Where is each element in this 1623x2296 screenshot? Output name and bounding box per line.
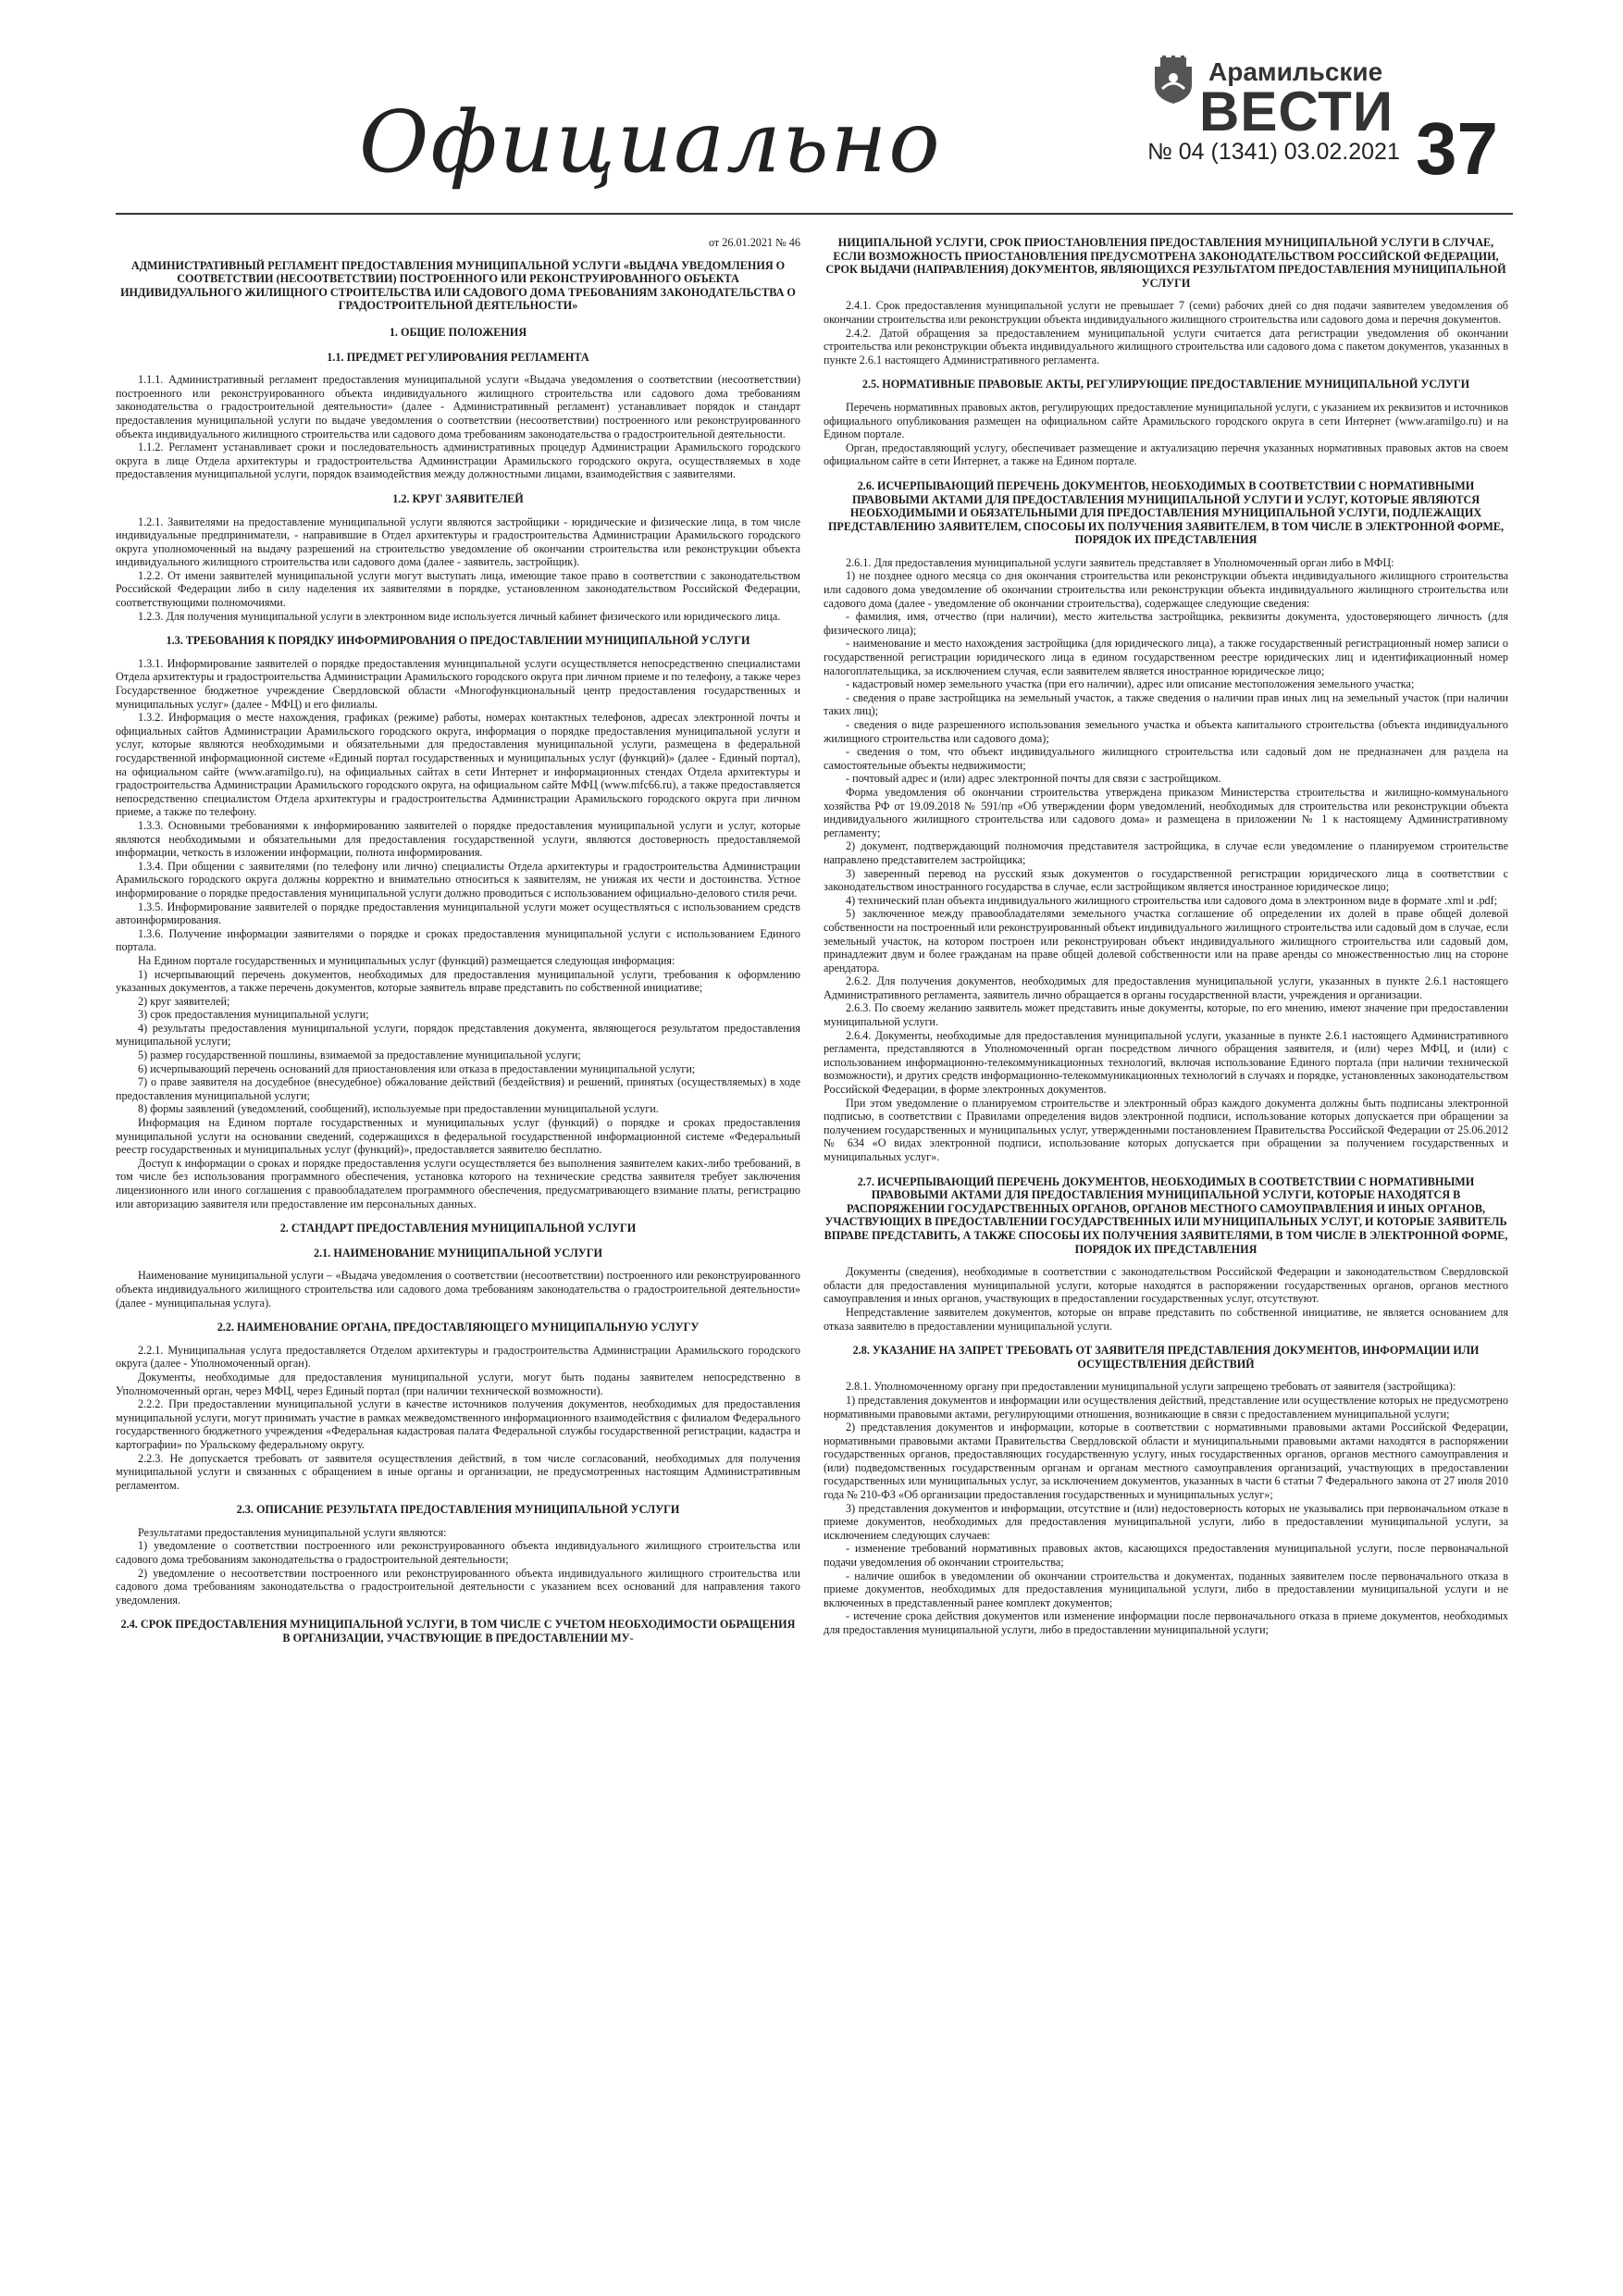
logo-title-small: Арамильские <box>1208 57 1383 86</box>
heading-2-7: 2.7. ИСЧЕРПЫВАЮЩИЙ ПЕРЕЧЕНЬ ДОКУМЕНТОВ, НЕОБХОДИМЫХ В СООТВЕТСТВИИ С НОРМАТИВНЫМИ ПРАВОВЫМИ АКТАМИ ДЛЯ ПРЕДОСТАВЛЕНИЯ МУНИЦИПАЛЬНОЙ УСЛУГИ, КОТОРЫЕ НАХОДЯТСЯ В РАСПОРЯЖЕНИИ ГОСУДАРСТВЕННЫХ ОРГАНОВ, ОРГАНОВ МЕСТНОГО САМОУПРАВЛЕНИЯ И ИНЫХ ОРГАНОВ, УЧАСТВУЮЩИХ В ПРЕДОСТАВЛЕНИИ ГОСУДАРСТВЕННЫХ ИЛИ МУНИЦИПАЛЬНЫХ УСЛУГ, И КОТОРЫЕ ЗАЯВИТЕЛЬ ВПРАВЕ ПРЕДСТАВИТЬ, А ТАКЖЕ СПОСОБЫ ИХ ПОЛУЧЕНИЯ ЗАЯВИТЕЛЯМИ, В ТОМ ЧИСЛЕ В ЭЛЕКТРОННОЙ ФОРМЕ, ПОРЯДОК ИХ ПРЕДСТАВЛЕНИЯ <box>824 1174 1508 1256</box>
paragraph: 2.8.1. Уполномоченному органу при предоставлении муниципальной услуги запрещено требовать от заявителя (застройщика): <box>846 1380 1456 1394</box>
paragraph: 1.3.2. Информация о месте нахождения, графиках (режиме) работы, номерах контактных телефонов, адресах электронной почты и официальных сайтов Администрации Арамильского городского округа, информация о порядке предоставления муниципальной услуги и услуг, которые являются необходимыми и обязательными для предоставления муниципальной услуги, размещена в федеральной государственной информационной системе «Единый портал государственных и муниципальных услуг (функций)» (далее - Единый портал), на официальном сайте (www.aramilgo.ru), на официальных сайтах в сети Интернет и информационных стендах Отдела архитектуры и градостроительства Администрации Арамильского городского округа, на официальном сайте МФЦ (www.mfc66.ru), а также предоставляется непосредственно специалистом Отдела архитектуры и градостроительства Администрации Арамильского городского округа при личном приеме, а также по телефону. <box>116 711 800 819</box>
list-item: - наличие ошибок в уведомлении об окончании строительства и документах, поданных заявителем после первоначального отказа в приеме документов, необходимых для предоставления муниципальной услуги, либо в предоставлении муниципальной услуги и не включенных в представленный ранее комплект документов; <box>824 1569 1508 1609</box>
paragraph: Орган, предоставляющий услугу, обеспечивает размещение и актуализацию перечня указанных нормативных правовых актов на своем официальном сайте в сети Интернет, а также на Едином портале. <box>824 441 1508 468</box>
list-item: 4) результаты предоставления муниципальной услуги, порядок представления документа, являющегося результатом предоставления муниципальной услуги; <box>116 1021 800 1049</box>
list-item: 2) документ, подтверждающий полномочия представителя застройщика, в случае если уведомление о планируемом строительстве направлено представителем застройщика; <box>824 839 1508 866</box>
heading-2-4: 2.4. СРОК ПРЕДОСТАВЛЕНИЯ МУНИЦИПАЛЬНОЙ УСЛУГИ, В ТОМ ЧИСЛЕ С УЧЕТОМ НЕОБХОДИМОСТИ ОБРАЩЕНИЯ В ОРГАНИЗАЦИИ, УЧАСТВУЮЩИЕ В ПРЕДОСТАВЛЕНИИ МУ- <box>120 1618 796 1645</box>
list-item: 3) представления документов и информации, отсутствие и (или) недостоверность которых не указывались при первоначальном отказе в приеме документов, необходимых для предоставления муниципальной услуги, либо в предоставлении муниципальной услуги, за исключением следующих случаев: <box>824 1501 1508 1542</box>
list-item: - изменение требований нормативных правовых актов, касающихся предоставления муниципальной услуги, после первоначальной подачи уведомления об окончании строительства; <box>824 1542 1508 1570</box>
paragraph: 2.6.4. Документы, необходимые для предоставления муниципальной услуги, указанные в пункте 2.6.1 настоящего Административного регламента, представляются в Уполномоченный орган посредством личного обращения заявителя, и (или) через МФЦ, и (или) с использованием информационно-телекоммуникационных технологий, включая использование Единого портала (при наличии технической возможности), и других средств информационно-телекоммуникационных технологий в случаях и порядке, установленных законодательством Российской Федерации, в форме электронных документов. <box>824 1028 1508 1097</box>
paragraph: 2.2.2. При предоставлении муниципальной услуги в качестве источников получения документов, необходимых для предоставления муниципальной услуги, могут принимать участие в рамках межведомственного информационного взаимодействия с филиалом Федерального государственного бюджетного учреждения «Федеральная кадастровая палата Федеральной службы государственной регистрации, кадастра и картографии» по Уральскому федеральному округу. <box>116 1397 800 1451</box>
list-item: 3) заверенный перевод на русский язык документов о государственной регистрации юридического лица в соответствии с законодательством иностранного государства в случае, если застройщиком является иностранное юридическое лицо; <box>824 866 1508 894</box>
header-rule <box>116 213 1513 215</box>
paragraph: Результатами предоставления муниципальной услуги являются: <box>138 1525 447 1539</box>
list-item: 2) уведомление о несоответствии построенного или реконструированного объекта индивидуального жилищного строительства или садового дома требованиям законодательства о градостроительной деятельности с указанием всех оснований для направления такого уведомления. <box>116 1566 800 1607</box>
paragraph: 2.6.3. По своему желанию заявитель может представить иные документы, которые, по его мнению, имеют значение при предоставлении муниципальной услуги. <box>824 1001 1508 1029</box>
list-item: - сведения о том, что объект индивидуального жилищного строительства или садовый дом не предназначен для раздела на самостоятельные объекты недвижимости; <box>824 745 1508 772</box>
list-item: 6) исчерпывающий перечень оснований для приостановления или отказа в предоставлении муниципальной услуги; <box>138 1061 696 1075</box>
paragraph: При этом уведомление о планируемом строительстве и электронный образ каждого документа должны быть подписаны электронной подписью, в соответствии с Правилами определения видов электронной подписи, использование которых допускается при обращении за получением государственных и муниципальных услуг, утвержденными постановлением Правительства Российской Федерации от 25.06.2012 № 634 «О видах электронной подписи, использование которых допускается при обращении за получением государственных и муниципальных услуг». <box>824 1096 1508 1163</box>
paragraph: 1.2.1. Заявителями на предоставление муниципальной услуги являются застройщики - юридические и физические лица, в том числе индивидуальные предприниматели, - направившие в Отдел архитектуры и градостроительства Администрации Арамильского городского округа уполномоченный на выдачу разрешений на строительство уведомление об окончании строительства или реконструкции объекта индивидуального жилищного строительства или садового дома (далее - заявитель, застройщик). <box>116 515 800 569</box>
decree-date: от 26.01.2021 № 46 <box>708 236 800 249</box>
paragraph: На Едином портале государственных и муниципальных услуг (функций) размещается следующая информация: <box>138 953 675 967</box>
paragraph: Наименование муниципальной услуги – «Выдача уведомления о соответствии (несоответствии) построенного или реконструированного объекта индивидуального жилищного строительства или садового дома требованиям законодательства о градостроительной деятельности» (далее - муниципальная услуга). <box>116 1269 800 1309</box>
heading-1: 1. ОБЩИЕ ПОЛОЖЕНИЯ <box>389 325 527 339</box>
document-title: АДМИНИСТРАТИВНЫЙ РЕГЛАМЕНТ ПРЕДОСТАВЛЕНИЯ МУНИЦИПАЛЬНОЙ УСЛУГИ «ВЫДАЧА УВЕДОМЛЕНИЯ О СООТВЕТСТВИИ (НЕСООТВЕТСТВИИ) ПОСТРОЕННОГО ИЛИ РЕКОНСТРУИРОВАННОГО ОБЪЕКТА ИНДИВИДУАЛЬНОГО ЖИЛИЩНОГО СТРОИТЕЛЬСТВА ИЛИ САДОВОГО ДОМА ТРЕБОВАНИЯМ ЗАКОНОДАТЕЛЬСТВА О ГРАДОСТРОИТЕЛЬНОЙ ДЕЯТЕЛЬНОСТИ» <box>120 258 796 313</box>
heading-1-2: 1.2. КРУГ ЗАЯВИТЕЛЕЙ <box>392 491 524 505</box>
page-number: 37 <box>1416 107 1498 190</box>
list-item: - наименование и место нахождения застройщика (для юридического лица), а также государственный регистрационный номер записи о государственной регистрации юридического лица в едином государственном реестре юридических лиц и идентификационный номер налогоплательщика, за исключением случая, если заявителем является иностранное юридическое лицо; <box>824 637 1508 677</box>
list-item: 2) круг заявителей; <box>138 994 230 1008</box>
paragraph: 2.6.2. Для получения документов, необходимых для предоставления муниципальной услуги, указанных в пункте 2.6.1 настоящего Административного регламента, заявитель лично обращается в органы государственной власти, учреждения и организации. <box>824 974 1508 1001</box>
paragraph: Доступ к информации о сроках и порядке предоставления услуги осуществляется без выполнения заявителем каких-либо требований, в том числе без использования программного обеспечения, установка которого на технические средства заявителя требует заключения лицензионного или иного соглашения с правообладателем программного обеспечения, предусматривающего взимание платы, регистрацию или авторизацию заявителя или предоставление им персональных данных. <box>116 1156 800 1210</box>
page-header <box>0 0 1623 231</box>
paragraph: 2.2.3. Не допускается требовать от заявителя осуществления действий, в том числе согласований, необходимых для получения муниципальной услуги и связанных с обращением в иные органы и организации, не предусмотренных настоящим Административным регламентом. <box>116 1451 800 1492</box>
logo-title-big: ВЕСТИ <box>1199 81 1394 143</box>
paragraph: 2.4.2. Датой обращения за предоставлением муниципальной услуги считается дата регистрации уведомления об окончании строительства или реконструкции объекта индивидуального жилищного строительства или садового дома с пакетом документов, указанных в пункте 2.6.1 настоящего Административного регламента. <box>824 326 1508 366</box>
issue-number: № 04 (1341) 03.02.2021 <box>1147 139 1400 165</box>
paragraph: Документы, необходимые для предоставления муниципальной услуги, могут быть поданы заявителем непосредственно в Уполномоченный орган, через МФЦ, через Единый портал (при наличии технической возможности). <box>116 1370 800 1397</box>
paragraph: Информация на Едином портале государственных и муниципальных услуг (функций) о порядке и сроках предоставления муниципальной услуги на основании сведений, содержащихся в федеральной государственной информационной системе «Федеральный реестр государственных и муниципальных услуг (функций)», предоставляется заявителю бесплатно. <box>116 1116 800 1157</box>
paragraph: 1.3.3. Основными требованиями к информированию заявителей о порядке предоставления муниципальной услуги и услуг, которые являются необходимыми и обязательными для предоставления государственной услуги, являются достоверность предоставляемой информации, четкость в изложении информации, полнота информирования. <box>116 818 800 860</box>
list-item: - почтовый адрес и (или) адрес электронной почты для связи с застройщиком. <box>846 772 1221 786</box>
list-item: - сведения о праве застройщика на земельный участок, а также сведения о наличии прав иных лиц на земельный участок (при наличии таких лиц); <box>824 690 1508 718</box>
paragraph: 1.1.1. Административный регламент предоставления муниципальной услуги «Выдача уведомления о соответствии (несоответствии) построенного или реконструированного объекта индивидуального жилищного строительства или садового дома требованиям законодательства о градостроительной деятельности» (далее - Административный регламент) устанавливает порядок и стандарт предоставления муниципальной услуги по выдаче уведомления о соответствии (несоответствии) построенного или реконструированного объекта индивидуального жилищного строительства или садового дома требованиям законодательства о градостроительной деятельности. <box>116 373 800 441</box>
list-item: 1) уведомление о соответствии построенного или реконструированного объекта индивидуального жилищного строительства или садового дома требованиям законодательства о градостроительной деятельности; <box>116 1539 800 1567</box>
paragraph: 1.3.4. При общении с заявителями (по телефону или лично) специалисты Отдела архитектуры и градостроительства Администрации Арамильского городского округа должны корректно и внимательно относиться к заявителям, не унижая их чести и достоинства. Устное информирование о порядке предоставления муниципальной услуги должно проводиться с использованием официально-делового стиля речи. <box>116 859 800 900</box>
paragraph: 1.2.3. Для получения муниципальной услуги в электронном виде используется личный кабинет физического или юридического лица. <box>138 609 781 623</box>
list-item: 1) исчерпывающий перечень документов, необходимых для предоставления муниципальной услуги, требования к оформлению указанных документов, а также перечень документов, которые заявитель вправе представить по собственной инициативе; <box>116 967 800 995</box>
heading-2-8: 2.8. УКАЗАНИЕ НА ЗАПРЕТ ТРЕБОВАТЬ ОТ ЗАЯВИТЕЛЯ ПРЕДСТАВЛЕНИЯ ДОКУМЕНТОВ, ИНФОРМАЦИИ ИЛИ ОСУЩЕСТВЛЕНИЯ ДЕЙСТВИЙ <box>852 1344 1480 1371</box>
heading-2: 2. СТАНДАРТ ПРЕДОСТАВЛЕНИЯ МУНИЦИПАЛЬНОЙ УСЛУГИ <box>279 1222 637 1235</box>
list-item: 8) формы заявлений (уведомлений, сообщений), используемые при предоставлении муниципальной услуги. <box>138 1102 659 1116</box>
list-item: - сведения о виде разрешенного использования земельного участка и объекта капитального строительства (объекта индивидуального жилищного строительства или садового дома); <box>824 718 1508 745</box>
paragraph: 2.2.1. Муниципальная услуга предоставляется Отделом архитектуры и градостроительства Администрации Арамильского городского округа (далее - Уполномоченный орган). <box>116 1343 800 1371</box>
paragraph: 1.1.2. Регламент устанавливает сроки и последовательность административных процедур Администрации Арамильского городского округа в лице Отдела архитектуры и градостроительства Администрации Арамильского городского округа, осуществляемых в ходе предоставления муниципальной услуги, порядок взаимодействия между должностными лицами, взаимодействия с заявителями. <box>116 441 800 481</box>
paragraph: 2.4.1. Срок предоставления муниципальной услуги не превышает 7 (семи) рабочих дней со дня подачи заявителем уведомления об окончании строительства или реконструкции объекта индивидуального жилищного строительства или садового дома и перечня документов. <box>824 299 1508 326</box>
list-item: - кадастровый номер земельного участка (при его наличии), адрес или описание местоположения земельного участка; <box>846 677 1415 691</box>
right-column <box>824 236 1508 2286</box>
paragraph: Форма уведомления об окончании строительства утверждена приказом Министерства строительства и жилищно-коммунального хозяйства РФ от 19.09.2018 № 591/пр «Об утверждении форм уведомлений, необходимых для строительства или реконструкции объекта индивидуального жилищного строительства или садового дома» и размещена в приложении № 1 к настоящему Административному регламенту; <box>824 785 1508 839</box>
list-item: 3) срок предоставления муниципальной услуги; <box>138 1008 369 1022</box>
section-title: Официально <box>359 93 942 192</box>
paragraph: Документы (сведения), необходимые в соответствии с законодательством Российской Федерации и законодательством Свердловской области для предоставления муниципальной услуги, которые находятся в распоряжении государственных органов, органов местного самоуправления и иных органов, участвующих в предоставлении государственных услуг, отсутствуют. <box>824 1265 1508 1306</box>
list-item: 2) представления документов и информации, которые в соответствии с нормативными правовыми актами Российской Федерации, нормативными правовыми актами Правительства Свердловской области и муниципальными правовыми актами находятся в распоряжении государственных органов, предоставляющих государственную услугу, иных государственных органов, органов местного самоуправления и (или) подведомственных государственным органам и органам местного самоуправления организаций, участвующих в предоставлении государственных или муниципальных услуг, за исключением документов, указанных в части 6 статьи 7 Федерального закона от 27 июля 2010 года № 210-ФЗ «Об организации предоставления государственных и муниципальных услуг»; <box>824 1421 1508 1502</box>
list-item: 4) технический план объекта индивидуального жилищного строительства или садового дома в электронном виде в формате .xml и .pdf; <box>846 893 1498 907</box>
left-column <box>116 236 800 2286</box>
heading-2-2: 2.2. НАИМЕНОВАНИЕ ОРГАНА, ПРЕДОСТАВЛЯЮЩЕГО МУНИЦИПАЛЬНУЮ УСЛУГУ <box>217 1321 700 1334</box>
heading-2-6: 2.6. ИСЧЕРПЫВАЮЩИЙ ПЕРЕЧЕНЬ ДОКУМЕНТОВ, НЕОБХОДИМЫХ В СООТВЕТСТВИИ С НОРМАТИВНЫМИ ПРАВОВЫМИ АКТАМИ ДЛЯ ПРЕДОСТАВЛЕНИЯ МУНИЦИПАЛЬНОЙ УСЛУГИ И УСЛУГ, КОТОРЫЕ ЯВЛЯЮТСЯ НЕОБХОДИМЫМИ И ОБЯЗАТЕЛЬНЫМИ ДЛЯ ПРЕДОСТАВЛЕНИЯ МУНИЦИПАЛЬНОЙ УСЛУГИ, ПОДЛЕЖАЩИХ ПРЕДСТАВЛЕНИЮ ЗАЯВИТЕЛЕМ, СПОСОБЫ ИХ ПОЛУЧЕНИЯ ЗАЯВИТЕЛЕМ, В ТОМ ЧИСЛЕ В ЭЛЕКТРОННОЙ ФОРМЕ, ПОРЯДОК ИХ ПРЕДСТАВЛЕНИЯ <box>827 478 1505 547</box>
list-item: - истечение срока действия документов или изменение информации после первоначального отказа в приеме документов, необходимых для предоставления муниципальной услуги, либо в предоставлении муниципальной услуги; <box>824 1609 1508 1636</box>
paragraph: 1.3.1. Информирование заявителей о порядке предоставления муниципальной услуги осуществляется непосредственно специалистами Отдела архитектуры и градостроительства Администрации Арамильского городского округа при личном приеме и по телефону, а также через Государственное бюджетное учреждение Свердловской области «Многофункциональный центр предоставления государственных и муниципальных услуг» (далее - МФЦ) и его филиалы. <box>116 656 800 711</box>
list-item: 5) заключенное между правообладателями земельного участка соглашение об определении их долей в праве общей долевой собственности на построенный или реконструированный объект индивидуального жилищного строительства или садовый дом в случае, если земельный участок, на котором построен или реконструирован объект индивидуального жилищного строительства или садовый дом, принадлежит двум и более гражданам на праве общей долевой собственности или на праве аренды со множественностью лиц на стороне арендатора. <box>824 907 1508 974</box>
heading-2-1: 2.1. НАИМЕНОВАНИЕ МУНИЦИПАЛЬНОЙ УСЛУГИ <box>314 1246 602 1260</box>
list-item: 1) представления документов и информации или осуществления действий, представление или осуществление которых не предусмотрено нормативными правовыми актами, регулирующими отношения, возникающие в связи с предоставлением муниципальной услуги; <box>824 1393 1508 1421</box>
heading-2-3: 2.3. ОПИСАНИЕ РЕЗУЛЬТАТА ПРЕДОСТАВЛЕНИЯ МУНИЦИПАЛЬНОЙ УСЛУГИ <box>236 1503 680 1517</box>
paragraph: Непредставление заявителем документов, которые он вправе представить по собственной инициативе, не является основанием для отказа заявителю в предоставлении муниципальной услуги. <box>824 1305 1508 1333</box>
heading-1-1: 1.1. ПРЕДМЕТ РЕГУЛИРОВАНИЯ РЕГЛАМЕНТА <box>327 350 589 364</box>
paragraph: 2.6.1. Для предоставления муниципальной услуги заявитель представляет в Уполномоченный орган либо в МФЦ: <box>846 555 1394 569</box>
list-item: 1) не позднее одного месяца со дня окончания строительства или реконструкции объекта индивидуального жилищного строительства или садового дома уведомление об окончании строительства или реконструкции объекта индивидуального жилищного строительства или садового дома (далее - уведомление об окончании строительства), содержащее следующие сведения: <box>824 569 1508 610</box>
paragraph: 1.2.2. От имени заявителей муниципальной услуги могут выступать лица, имеющие такое право в соответствии с законодательством Российской Федерации либо в силу наделения их заявителями в порядке, установленном законодательством Российской Федерации, соответствующими полномочиями. <box>116 568 800 610</box>
heading-2-4-continued: НИЦИПАЛЬНОЙ УСЛУГИ, СРОК ПРИОСТАНОВЛЕНИЯ ПРЕДОСТАВЛЕНИЯ МУНИЦИПАЛЬНОЙ УСЛУГИ В СЛУЧАЕ, ЕСЛИ ВОЗМОЖНОСТЬ ПРИОСТАНОВЛЕНИЯ ПРЕДУСМОТРЕНА ЗАКОНОДАТЕЛЬСТВОМ РОССИЙСКОЙ ФЕДЕРАЦИИ, СРОК ВЫДАЧИ (НАПРАВЛЕНИЯ) ДОКУМЕНТОВ, ЯВЛЯЮЩИХСЯ РЕЗУЛЬТАТОМ ПРЕДОСТАВЛЕНИЯ МУНИЦИПАЛЬНОЙ УСЛУГИ <box>825 236 1506 290</box>
paragraph: 1.3.6. Получение информации заявителями о порядке и сроках предоставления муниципальной услуги с использованием Единого портала. <box>116 926 800 954</box>
list-item: 5) размер государственной пошлины, взимаемой за предоставление муниципальной услуги; <box>138 1049 581 1062</box>
heading-2-5: 2.5. НОРМАТИВНЫЕ ПРАВОВЫЕ АКТЫ, РЕГУЛИРУЮЩИЕ ПРЕДОСТАВЛЕНИЕ МУНИЦИПАЛЬНОЙ УСЛУГИ <box>861 378 1470 391</box>
paragraph: Перечень нормативных правовых актов, регулирующих предоставление муниципальной услуги, с указанием их реквизитов и источников официального опубликования размещен на официальном сайте Арамильского городского округа в сети Интернет (www.aramilgo.ru) и на Едином портале. <box>824 400 1508 441</box>
list-item: 7) о праве заявителя на досудебное (внесудебное) обжалование действий (бездействия) и решений, принятых (осуществляемых) в ходе предоставления муниципальной услуги; <box>116 1075 800 1102</box>
coat-of-arms-icon <box>1147 54 1199 105</box>
list-item: - фамилия, имя, отчество (при наличии), место жительства застройщика, реквизиты документа, удостоверяющего личность (для физического лица); <box>824 610 1508 637</box>
heading-1-3: 1.3. ТРЕБОВАНИЯ К ПОРЯДКУ ИНФОРМИРОВАНИЯ О ПРЕДОСТАВЛЕНИИ МУНИЦИПАЛЬНОЙ УСЛУГИ <box>166 634 750 648</box>
paragraph: 1.3.5. Информирование заявителей о порядке предоставления муниципальной услуги может осуществляться с использованием средств автоинформирования. <box>116 900 800 927</box>
